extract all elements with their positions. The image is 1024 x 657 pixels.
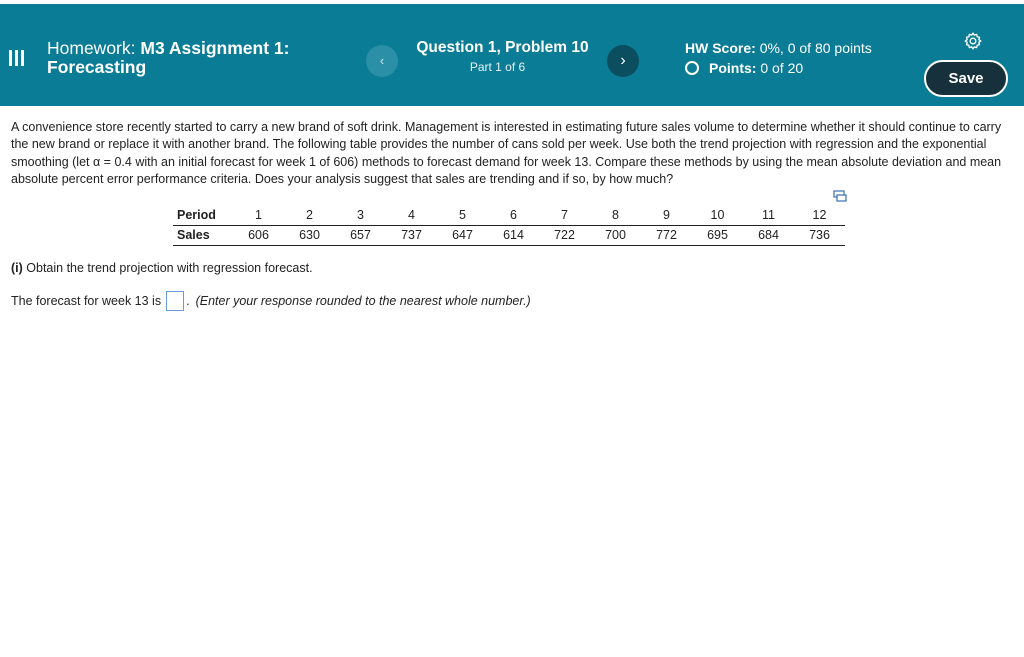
period-row [173,205,845,225]
homework-title-prefix: Homework: [47,38,136,58]
sales-data-table [173,205,845,246]
save-button[interactable]: Save [924,60,1008,97]
question-part: Part 1 of 6 [469,60,526,74]
part-i-instruction [11,261,313,275]
circle-status-icon [685,61,699,75]
menu-icon[interactable] [9,50,25,66]
hw-score-value: 0%, 0 of 80 points [759,40,872,56]
period-cell: 4 [386,205,437,225]
period-cell: 8 [590,205,641,225]
period-cell: 12 [794,205,845,225]
homework-title [47,39,357,77]
problem-statement [11,119,1006,188]
answer-suffix: . [186,294,190,308]
sales-row [173,225,845,245]
period-cell: 5 [437,205,488,225]
sales-cell: 630 [284,225,335,245]
period-row-label: Period [173,205,233,225]
header-bar [0,4,1024,106]
period-cell: 7 [539,205,590,225]
sales-cell: 722 [539,225,590,245]
next-question-button[interactable]: › [607,45,639,77]
forecast-answer-input[interactable] [166,291,184,311]
sales-cell: 736 [794,225,845,245]
answer-prefix: The forecast for week 13 is [11,294,162,308]
period-cell: 3 [335,205,386,225]
period-cell: 1 [233,205,284,225]
points-status [685,60,803,76]
sales-cell: 657 [335,225,386,245]
sales-cell: 684 [743,225,794,245]
part-i-text: Obtain the trend projection with regression forecast. [22,261,313,275]
sales-cell: 737 [386,225,437,245]
answer-line [11,291,531,311]
period-cell: 11 [743,205,794,225]
sales-cell: 695 [692,225,743,245]
hw-score [685,40,872,56]
sales-cell: 647 [437,225,488,245]
sales-cell: 700 [590,225,641,245]
previous-question-button[interactable]: ‹ [366,45,398,77]
hw-score-label: HW Score: [685,40,756,56]
expand-table-icon[interactable] [833,190,847,202]
points-value: 0 of 20 [760,60,804,76]
problem-text-part-1: A convenience store recently started to carry a new brand of soft drink. Management is interested in estimating future sales volume to determine whether it should continue to carry the new brand or replace it with another brand. The following table provides the number of cans sold per week. Use both the trend projection with regression and the exponential smoothing (let [11,120,1002,169]
problem-text-part-2: with an initial forecast for week 1 of 606) methods to forecast demand for week 13. Compare these methods by using the mean absolute deviation and mean absolute percent error performance criteria. Does your analysis suggest that sales are trending and if so, by how much? [11,154,1002,186]
sales-cell: 606 [233,225,284,245]
part-i-label: (i) [11,261,23,275]
period-cell: 10 [692,205,743,225]
period-cell: 2 [284,205,335,225]
alpha-expression: α = 0.4 [92,154,132,169]
answer-instruction: (Enter your response rounded to the nearest whole number.) [195,294,531,308]
period-cell: 6 [488,205,539,225]
period-cell: 9 [641,205,692,225]
gear-icon[interactable] [963,31,983,51]
sales-cell: 772 [641,225,692,245]
question-title: Question 1, Problem 10 [416,39,589,56]
points-label: Points: [709,60,757,76]
homework-title-name: M3 Assignment 1: Forecasting [47,38,290,77]
sales-cell: 614 [488,225,539,245]
sales-row-label: Sales [173,225,233,245]
